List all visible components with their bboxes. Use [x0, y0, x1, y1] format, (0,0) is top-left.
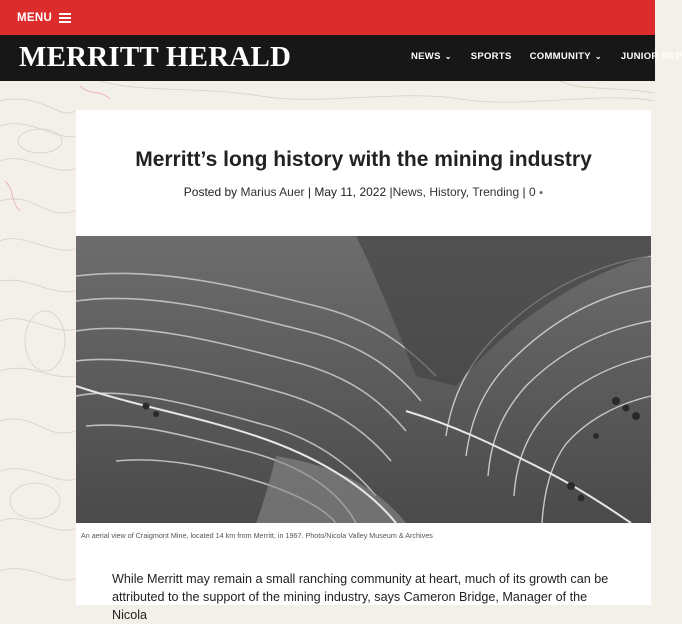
nav-news-label: NEWS	[411, 51, 441, 62]
article-meta: Posted by Marius Auer | May 11, 2022 |News, History, Trending | 0 ●	[183, 185, 544, 199]
category-link-news[interactable]: News	[392, 185, 423, 199]
posted-by-label: Posted by	[183, 185, 238, 199]
hamburger-icon	[59, 13, 71, 23]
site-logo[interactable]: MERRITT HERALD	[19, 41, 292, 73]
image-caption: An aerial view of Craigmont Mine, located 14 km from Merritt, in 1967. Photo/Nicola Valley Museum & Archives	[81, 531, 433, 540]
comment-count-link[interactable]: 0	[528, 185, 536, 199]
article-title: Merritt’s long history with the mining industry	[135, 148, 592, 171]
article-body	[112, 570, 622, 624]
category-link-trending[interactable]: Trending	[472, 185, 520, 199]
body-paragraph-line: attributed to the support of the mining industry, says Cameron Bridge, Manager of the Nicola	[112, 590, 588, 622]
nav-sports[interactable]	[471, 51, 512, 62]
chevron-down-icon: ⌄	[444, 52, 452, 61]
category-link-history[interactable]: History	[429, 185, 466, 199]
nav-sports-label: SPORTS	[470, 51, 512, 62]
main-nav	[411, 51, 682, 62]
nav-junior-rep-label: JUNIOR REP	[620, 51, 682, 62]
nav-community-label: COMMUNITY	[529, 51, 591, 62]
article-card	[76, 110, 651, 622]
meta-separator: |	[307, 185, 311, 199]
post-date: May 11, 2022	[314, 185, 387, 199]
article-image	[76, 236, 651, 523]
menu-label: MENU	[17, 12, 53, 24]
chevron-down-icon: ⌄	[594, 52, 602, 61]
site-header	[0, 35, 682, 81]
meta-separator: |	[389, 185, 393, 199]
body-paragraph-line: While Merritt may remain a small ranching community at heart, much of its growth can be	[112, 572, 609, 586]
comment-icon: ●	[538, 189, 544, 197]
top-bar	[0, 0, 655, 35]
meta-separator: |	[522, 185, 526, 199]
author-link[interactable]: Marius Auer	[240, 185, 305, 199]
nav-junior-rep[interactable]	[621, 51, 682, 62]
menu-button[interactable]	[17, 10, 71, 26]
nav-news[interactable]	[411, 51, 452, 62]
nav-community[interactable]	[530, 51, 602, 62]
